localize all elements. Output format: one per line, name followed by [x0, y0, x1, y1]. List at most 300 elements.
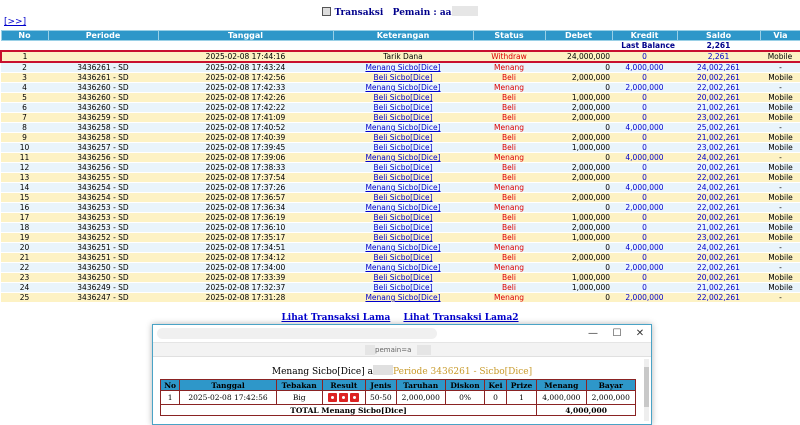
cell-no: 22	[1, 263, 48, 273]
cell-debet: 0	[545, 62, 612, 73]
cell-via: Mobile	[760, 113, 800, 123]
cell-debet: 1,000,000	[545, 233, 612, 243]
cell-via: -	[760, 123, 800, 133]
cell-via: -	[760, 62, 800, 73]
cell-tanggal: 2025-02-08 17:43:24	[158, 62, 333, 73]
cell-debet: 2,000,000	[545, 133, 612, 143]
cell-periode	[48, 51, 158, 62]
bet-total-row	[161, 405, 636, 416]
table-row	[1, 273, 800, 283]
cell-status: Beli	[473, 163, 545, 173]
col-kredit: Kredit	[612, 31, 677, 41]
cell-saldo: 23,002,261	[677, 233, 760, 243]
cell-periode: 3436255 - SD	[48, 173, 158, 183]
cell-tanggal: 2025-02-08 17:40:52	[158, 123, 333, 133]
cell-tanggal: 2025-02-08 17:33:39	[158, 273, 333, 283]
cell-kredit: 0	[612, 223, 677, 233]
table-row	[1, 253, 800, 263]
cell-saldo: 24,002,261	[677, 183, 760, 193]
cell-periode: 3436247 - SD	[48, 293, 158, 303]
cell-status: Menang	[473, 203, 545, 213]
cell-periode: 3436258 - SD	[48, 123, 158, 133]
cell-via: Mobile	[760, 51, 800, 62]
cell-via: Mobile	[760, 193, 800, 203]
cell-no: 11	[1, 153, 48, 163]
cell-debet: 1,000,000	[545, 213, 612, 223]
cell-keterangan[interactable]: Menang Sicbo[Dice]	[333, 243, 473, 253]
cell-saldo: 24,002,261	[677, 153, 760, 163]
cell-kredit: 0	[612, 193, 677, 203]
cell-debet: 0	[545, 83, 612, 93]
cell-saldo: 23,002,261	[677, 113, 760, 123]
bet-detail-table	[160, 379, 636, 416]
cell-tanggal: 2025-02-08 17:36:57	[158, 193, 333, 203]
col-periode: Periode	[48, 31, 158, 41]
cell-via: Mobile	[760, 233, 800, 243]
popup-titlebar	[153, 325, 651, 343]
cell-kredit: 0	[612, 283, 677, 293]
table-row	[1, 293, 800, 303]
sub-col-diskon: Diskon	[445, 380, 484, 391]
cell-periode: 3436253 - SD	[48, 203, 158, 213]
cell-via: Mobile	[760, 143, 800, 153]
cell-no: 12	[1, 163, 48, 173]
cell-tanggal: 2025-02-08 17:37:26	[158, 183, 333, 193]
cell-keterangan[interactable]: Beli Sicbo[Dice]	[333, 93, 473, 103]
sub-col-kei: Kei	[485, 380, 507, 391]
cell-via: -	[760, 153, 800, 163]
cell-via: -	[760, 263, 800, 273]
cell-debet: 2,000,000	[545, 73, 612, 83]
table-row	[1, 213, 800, 223]
cell-tanggal: 2025-02-08 17:34:12	[158, 253, 333, 263]
table-row	[1, 113, 800, 123]
cell-periode: 3436250 - SD	[48, 273, 158, 283]
cell-status: Beli	[473, 143, 545, 153]
cell-keterangan[interactable]: Menang Sicbo[Dice]	[333, 123, 473, 133]
cell-status: Beli	[473, 233, 545, 243]
cell-tanggal: 2025-02-08 17:35:17	[158, 233, 333, 243]
cell-status: Beli	[473, 173, 545, 183]
dice-icon	[328, 393, 337, 402]
cell-periode: 3436254 - SD	[48, 193, 158, 203]
cell-status: Menang	[473, 123, 545, 133]
cell-debet: 2,000,000	[545, 103, 612, 113]
cell-kredit: 4,000,000	[612, 243, 677, 253]
col-via: Via	[760, 31, 800, 41]
cell-keterangan[interactable]: Menang Sicbo[Dice]	[333, 203, 473, 213]
table-row	[1, 153, 800, 163]
cell-status: Menang	[473, 83, 545, 93]
cell-no: 1	[1, 51, 48, 62]
next-link[interactable]: [>>]	[4, 17, 27, 27]
col-tanggal: Tanggal	[158, 31, 333, 41]
minimize-icon[interactable]: —	[588, 328, 598, 339]
cell-no: 3	[1, 73, 48, 83]
cell-no: 16	[1, 203, 48, 213]
sub-col-bayar: Bayar	[586, 380, 635, 391]
cell-via: Mobile	[760, 133, 800, 143]
cell-debet: 2,000,000	[545, 113, 612, 123]
cell-keterangan: Tarik Dana	[333, 51, 473, 62]
cell-kredit: 0	[612, 233, 677, 243]
cell-status: Beli	[473, 93, 545, 103]
cell-no: 8	[1, 123, 48, 133]
table-row	[1, 62, 800, 73]
cell-tanggal: 2025-02-08 17:32:37	[158, 283, 333, 293]
cell-tanggal: 2025-02-08 17:38:33	[158, 163, 333, 173]
table-row	[1, 73, 800, 83]
cell-no: 19	[1, 233, 48, 243]
cell-status: Beli	[473, 273, 545, 283]
table-row	[1, 163, 800, 173]
cell-keterangan[interactable]: Beli Sicbo[Dice]	[333, 233, 473, 243]
cell-status: Beli	[473, 253, 545, 263]
cell-kredit: 0	[612, 103, 677, 113]
dice-icon	[350, 393, 359, 402]
cell-keterangan[interactable]: Beli Sicbo[Dice]	[333, 173, 473, 183]
cell-no: 24	[1, 283, 48, 293]
cell-debet: 0	[545, 183, 612, 193]
page-title: Transaksi Pemain : aa	[0, 6, 800, 18]
last-balance-label: Last Balance	[612, 41, 677, 52]
last-balance-value: 2,261	[677, 41, 760, 52]
dice-result	[322, 391, 365, 405]
cell-debet: 2,000,000	[545, 173, 612, 183]
table-row	[1, 193, 800, 203]
cell-debet: 0	[545, 123, 612, 133]
table-row	[1, 143, 800, 153]
popup-url-bar	[153, 343, 651, 357]
detail-popup-window	[152, 324, 652, 425]
cell-periode: 3436253 - SD	[48, 223, 158, 233]
cell-via: Mobile	[760, 273, 800, 283]
cell-via: Mobile	[760, 103, 800, 113]
cell-periode: 3436251 - SD	[48, 243, 158, 253]
cell-no: 5	[1, 93, 48, 103]
cell-saldo: 20,002,261	[677, 163, 760, 173]
cell-saldo: 24,002,261	[677, 62, 760, 73]
cell-periode: 3436257 - SD	[48, 143, 158, 153]
col-status: Status	[473, 31, 545, 41]
cell-debet: 0	[545, 203, 612, 213]
table-row	[1, 103, 800, 113]
cell-saldo: 21,002,261	[677, 103, 760, 113]
cell-tanggal: 2025-02-08 17:39:06	[158, 153, 333, 163]
cell-status: Beli	[473, 73, 545, 83]
cell-periode: 3436256 - SD	[48, 153, 158, 163]
cell-debet: 1,000,000	[545, 143, 612, 153]
cell-debet: 2,000,000	[545, 163, 612, 173]
table-row	[1, 233, 800, 243]
cell-status: Menang	[473, 263, 545, 273]
cell-kredit: 2,000,000	[612, 83, 677, 93]
table-row	[1, 283, 800, 293]
cell-tanggal: 2025-02-08 17:42:22	[158, 103, 333, 113]
cell-no: 15	[1, 193, 48, 203]
table-row	[1, 83, 800, 93]
cell-via: Mobile	[760, 93, 800, 103]
cell-tanggal: 2025-02-08 17:40:39	[158, 133, 333, 143]
cell-debet: 1,000,000	[545, 93, 612, 103]
bet-detail-header-row	[161, 380, 636, 391]
cell-saldo: 20,002,261	[677, 73, 760, 83]
cell-via: Mobile	[760, 253, 800, 263]
cell-keterangan[interactable]: Beli Sicbo[Dice]	[333, 283, 473, 293]
cell-kredit: 4,000,000	[612, 183, 677, 193]
cell-keterangan[interactable]: Beli Sicbo[Dice]	[333, 73, 473, 83]
popup-heading: Menang Sicbo[Dice] a Periode 3436261 - Sicbo[Dice]	[271, 367, 533, 377]
cell-tanggal: 2025-02-08 17:41:09	[158, 113, 333, 123]
cell-debet: 0	[545, 153, 612, 163]
cell-periode: 3436261 - SD	[48, 62, 158, 73]
sub-col-result: Result	[322, 380, 365, 391]
cell-kredit: 0	[612, 173, 677, 183]
cell-keterangan[interactable]: Menang Sicbo[Dice]	[333, 83, 473, 93]
cell-periode: 3436258 - SD	[48, 133, 158, 143]
cell-keterangan[interactable]: Beli Sicbo[Dice]	[333, 273, 473, 283]
table-row	[1, 93, 800, 103]
footer-links	[0, 313, 800, 323]
table-row	[1, 243, 800, 253]
cell-status: Menang	[473, 153, 545, 163]
cell-kredit: 4,000,000	[612, 62, 677, 73]
cell-keterangan[interactable]: Menang Sicbo[Dice]	[333, 153, 473, 163]
cell-no: 10	[1, 143, 48, 153]
cell-tanggal: 2025-02-08 17:42:33	[158, 83, 333, 93]
cell-kredit: 0	[612, 253, 677, 263]
table-row	[1, 133, 800, 143]
url-mask-2	[417, 345, 431, 355]
cell-status: Menang	[473, 243, 545, 253]
cell-saldo: 22,002,261	[677, 173, 760, 183]
cell-tanggal: 2025-02-08 17:36:19	[158, 213, 333, 223]
cell-kredit: 0	[612, 213, 677, 223]
cell-via: -	[760, 243, 800, 253]
cell-status: Beli	[473, 213, 545, 223]
cell-saldo: 20,002,261	[677, 93, 760, 103]
cell-keterangan[interactable]: Beli Sicbo[Dice]	[333, 143, 473, 153]
sub-col-tanggal: Tanggal	[180, 380, 276, 391]
popup-scrollbar[interactable]	[644, 359, 649, 421]
cell-keterangan[interactable]: Beli Sicbo[Dice]	[333, 193, 473, 203]
transaction-icon	[322, 7, 331, 16]
url-mask	[365, 345, 375, 355]
cell-status: Beli	[473, 133, 545, 143]
cell-status: Beli	[473, 103, 545, 113]
cell-keterangan[interactable]: Beli Sicbo[Dice]	[333, 223, 473, 233]
transactions-table	[0, 30, 800, 303]
cell-keterangan[interactable]: Menang Sicbo[Dice]	[333, 293, 473, 303]
cell-tanggal: 2025-02-08 17:31:28	[158, 293, 333, 303]
sub-col-no: No	[161, 380, 180, 391]
cell-via: Mobile	[760, 223, 800, 233]
cell-periode: 3436249 - SD	[48, 283, 158, 293]
cell-keterangan[interactable]: Beli Sicbo[Dice]	[333, 253, 473, 263]
cell-periode: 3436261 - SD	[48, 73, 158, 83]
cell-kredit: 4,000,000	[612, 153, 677, 163]
cell-saldo: 20,002,261	[677, 193, 760, 203]
cell-status: Beli	[473, 113, 545, 123]
cell-keterangan[interactable]: Beli Sicbo[Dice]	[333, 213, 473, 223]
lihat-transaksi-lama-link[interactable]: Lihat Transaksi Lama	[281, 313, 391, 323]
col-keterangan: Keterangan	[333, 31, 473, 41]
cell-no: 25	[1, 293, 48, 303]
bet-detail-row: 1 2025-02-08 17:42:56 Big 50-50 2,000,000 0% 0 1 4,000,000 2,000,000	[161, 391, 636, 405]
cell-saldo: 22,002,261	[677, 83, 760, 93]
cell-kredit: 0	[612, 93, 677, 103]
cell-debet: 0	[545, 263, 612, 273]
cell-tanggal: 2025-02-08 17:39:45	[158, 143, 333, 153]
col-no: No	[1, 31, 48, 41]
cell-debet: 2,000,000	[545, 223, 612, 233]
cell-via: -	[760, 83, 800, 93]
cell-keterangan[interactable]: Beli Sicbo[Dice]	[333, 163, 473, 173]
cell-periode: 3436254 - SD	[48, 183, 158, 193]
cell-kredit: 0	[612, 143, 677, 153]
cell-periode: 3436260 - SD	[48, 103, 158, 113]
cell-no: 20	[1, 243, 48, 253]
cell-via: Mobile	[760, 283, 800, 293]
total-label: TOTAL Menang Sicbo[Dice]	[161, 405, 537, 416]
cell-debet: 2,000,000	[545, 253, 612, 263]
table-row	[1, 263, 800, 273]
table-row	[1, 51, 800, 62]
cell-periode: 3436259 - SD	[48, 113, 158, 123]
cell-periode: 3436260 - SD	[48, 93, 158, 103]
cell-keterangan[interactable]: Menang Sicbo[Dice]	[333, 263, 473, 273]
cell-tanggal: 2025-02-08 17:36:34	[158, 203, 333, 213]
cell-periode: 3436256 - SD	[48, 163, 158, 173]
table-row	[1, 183, 800, 193]
cell-via: -	[760, 293, 800, 303]
pemain-name-mask	[452, 6, 478, 16]
cell-saldo: 22,002,261	[677, 203, 760, 213]
table-row	[1, 173, 800, 183]
last-balance-row	[1, 41, 800, 52]
cell-saldo: 21,002,261	[677, 283, 760, 293]
cell-status: Withdraw	[473, 51, 545, 62]
cell-keterangan[interactable]: Beli Sicbo[Dice]	[333, 103, 473, 113]
cell-tanggal: 2025-02-08 17:42:26	[158, 93, 333, 103]
cell-status: Menang	[473, 183, 545, 193]
cell-no: 23	[1, 273, 48, 283]
cell-tanggal: 2025-02-08 17:36:10	[158, 223, 333, 233]
cell-via: -	[760, 183, 800, 193]
cell-via: Mobile	[760, 213, 800, 223]
cell-periode: 3436252 - SD	[48, 233, 158, 243]
table-header-row	[1, 31, 800, 41]
cell-via: Mobile	[760, 73, 800, 83]
table-row	[1, 203, 800, 213]
cell-via: -	[760, 203, 800, 213]
cell-saldo: 20,002,261	[677, 273, 760, 283]
sub-col-menang: Menang	[537, 380, 586, 391]
sub-col-jenis: Jenis	[366, 380, 396, 391]
cell-kredit: 2,000,000	[612, 263, 677, 273]
cell-debet: 0	[545, 243, 612, 253]
cell-kredit: 0	[612, 73, 677, 83]
table-row	[1, 223, 800, 233]
col-debet: Debet	[545, 31, 612, 41]
cell-saldo: 22,002,261	[677, 263, 760, 273]
cell-tanggal: 2025-02-08 17:34:51	[158, 243, 333, 253]
col-saldo: Saldo	[677, 31, 760, 41]
cell-via: Mobile	[760, 163, 800, 173]
cell-saldo: 21,002,261	[677, 133, 760, 143]
cell-no: 2	[1, 62, 48, 73]
cell-periode: 3436251 - SD	[48, 253, 158, 263]
cell-kredit: 0	[612, 113, 677, 123]
cell-no: 4	[1, 83, 48, 93]
popup-title-mask	[157, 328, 437, 339]
cell-kredit: 0	[612, 273, 677, 283]
cell-no: 7	[1, 113, 48, 123]
lihat-transaksi-lama2-link[interactable]: Lihat Transaksi Lama2	[403, 313, 519, 323]
cell-saldo: 25,002,261	[677, 123, 760, 133]
cell-tanggal: 2025-02-08 17:37:54	[158, 173, 333, 183]
cell-no: 17	[1, 213, 48, 223]
maximize-icon[interactable]: ☐	[612, 328, 622, 339]
cell-keterangan[interactable]: Menang Sicbo[Dice]	[333, 183, 473, 193]
cell-tanggal: 2025-02-08 17:42:56	[158, 73, 333, 83]
cell-debet: 1,000,000	[545, 283, 612, 293]
cell-status: Beli	[473, 193, 545, 203]
cell-keterangan[interactable]: Beli Sicbo[Dice]	[333, 113, 473, 123]
cell-kredit: 0	[612, 133, 677, 143]
cell-tanggal: 2025-02-08 17:44:16	[158, 51, 333, 62]
cell-saldo: 23,002,261	[677, 143, 760, 153]
table-row	[1, 123, 800, 133]
cell-saldo: 20,002,261	[677, 213, 760, 223]
popup-url-text: pemain=a	[375, 346, 412, 354]
cell-status: Beli	[473, 283, 545, 293]
cell-debet: 24,000,000	[545, 51, 612, 62]
cell-periode: 3436250 - SD	[48, 263, 158, 273]
close-icon[interactable]: ✕	[635, 328, 645, 339]
cell-periode: 3436253 - SD	[48, 213, 158, 223]
cell-saldo: 2,261	[677, 51, 760, 62]
player-name-mask	[373, 365, 393, 375]
cell-saldo: 22,002,261	[677, 293, 760, 303]
cell-keterangan[interactable]: Menang Sicbo[Dice]	[333, 62, 473, 73]
cell-keterangan[interactable]: Beli Sicbo[Dice]	[333, 133, 473, 143]
cell-kredit: 2,000,000	[612, 293, 677, 303]
cell-saldo: 24,002,261	[677, 243, 760, 253]
cell-status: Menang	[473, 293, 545, 303]
cell-no: 9	[1, 133, 48, 143]
cell-no: 18	[1, 223, 48, 233]
cell-saldo: 20,002,261	[677, 253, 760, 263]
sub-col-taruhan: Taruhan	[396, 380, 445, 391]
sub-col-prize: Prize	[506, 380, 536, 391]
cell-no: 13	[1, 173, 48, 183]
cell-via: Mobile	[760, 173, 800, 183]
cell-debet: 0	[545, 293, 612, 303]
cell-saldo: 21,002,261	[677, 223, 760, 233]
cell-debet: 2,000,000	[545, 193, 612, 203]
dice-icon	[339, 393, 348, 402]
cell-no: 21	[1, 253, 48, 263]
cell-kredit: 0	[612, 163, 677, 173]
cell-kredit: 4,000,000	[612, 123, 677, 133]
cell-debet: 1,000,000	[545, 273, 612, 283]
cell-status: Beli	[473, 223, 545, 233]
cell-no: 14	[1, 183, 48, 193]
cell-kredit: 0	[612, 51, 677, 62]
cell-kredit: 2,000,000	[612, 203, 677, 213]
cell-no: 6	[1, 103, 48, 113]
